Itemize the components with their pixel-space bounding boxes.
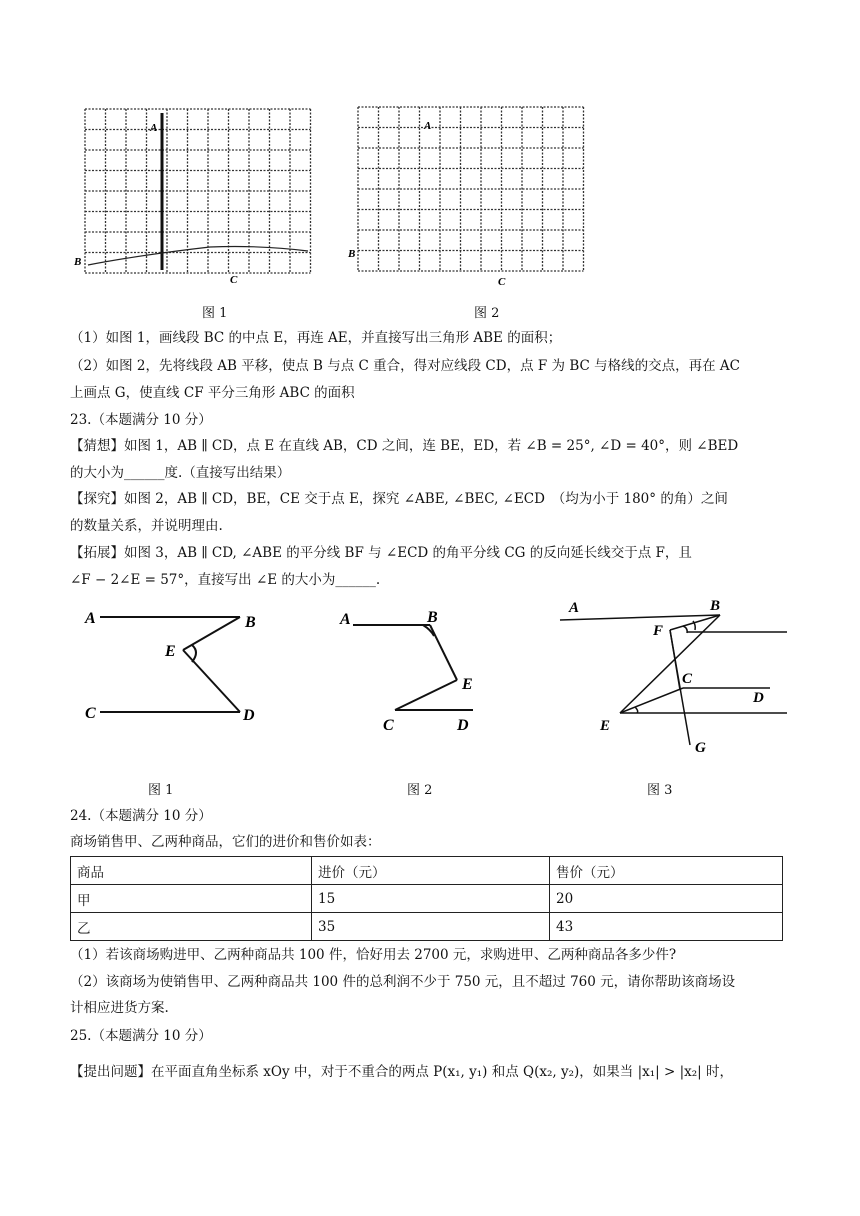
price-table	[70, 856, 783, 941]
q25-line: 【提出问题】在平面直角坐标系 xOy 中，对于不重合的两点 P(x₁, y₁) 和点 Q(x₂, y₂)，如果当 |x₁| > |x₂| 时，	[70, 1064, 733, 1080]
table-cell: 43	[550, 913, 783, 941]
geo1-caption: 图 1	[148, 783, 174, 798]
geo2-label-b: B	[427, 609, 438, 626]
q24-part1: （1）若该商场购进甲、乙两种商品共 100 件，恰好用去 2700 元，求购进甲、乙两种商品各多少件?	[70, 947, 677, 963]
geo3-label-b: B	[710, 598, 721, 614]
q22-part2-a: （2）如图 2，先将线段 AB 平移，使点 B 与点 C 重合，得对应线段 CD，点 F 为 BC 与格线的交点，再在 AC	[70, 358, 740, 374]
q23-extend-a: 【拓展】如图 3，AB ∥ CD, ∠ABE 的平分线 BF 与 ∠ECD 的角平分线 CG 的反向延长线交于点 F，且	[70, 545, 692, 561]
geo1-label-e: E	[165, 643, 176, 660]
geo2-label-c: C	[383, 717, 394, 734]
table-header-cell: 进价（元）	[312, 857, 550, 885]
geo3-label-a: A	[569, 600, 580, 616]
q24-part2-b: 计相应进货方案.	[70, 1000, 169, 1016]
q23-extend-b: ∠F − 2∠E = 57°，直接写出 ∠E 的大小为______.	[70, 572, 381, 588]
fig1-label-a: A	[150, 122, 158, 134]
fig1-caption: 图 1	[202, 306, 228, 321]
fig2-label-b: B	[348, 248, 356, 260]
grid-figure-1	[74, 105, 320, 300]
table-header-cell: 售价（元）	[550, 857, 783, 885]
fig2-label-c: C	[498, 276, 506, 288]
geo3-caption: 图 3	[647, 783, 673, 798]
fig1-label-b: B	[74, 256, 82, 268]
q23-guess-a: 【猜想】如图 1，AB ∥ CD，点 E 在直线 AB，CD 之间，连 BE，ED，若 ∠B = 25°, ∠D = 40°，则 ∠BED	[70, 438, 739, 454]
fig2-label-a: A	[424, 120, 432, 132]
geo2-label-a: A	[340, 611, 351, 628]
table-cell: 35	[312, 913, 550, 941]
q22-part2-b: 上画点 G，使直线 CF 平分三角形 ABC 的面积	[70, 385, 355, 401]
geometry-figure-1	[80, 600, 270, 740]
geo1-label-d: D	[243, 707, 255, 724]
geo1-label-a: A	[85, 610, 96, 627]
geo1-label-c: C	[85, 705, 96, 722]
geo1-label-b: B	[245, 614, 256, 631]
q23-guess-b: 的大小为______度.（直接写出结果）	[70, 465, 291, 481]
table-row	[71, 885, 783, 913]
q23-explore-b: 的数量关系，并说明理由.	[70, 518, 223, 534]
table-cell: 乙	[71, 913, 312, 941]
grid-figure-2	[348, 105, 592, 300]
geo2-label-d: D	[457, 717, 469, 734]
table-cell: 20	[550, 885, 783, 913]
fig1-label-c: C	[230, 274, 238, 286]
table-row	[71, 913, 783, 941]
geometry-figure-2	[335, 600, 495, 740]
geo2-label-e: E	[462, 676, 473, 693]
q22-part1: （1）如图 1，画线段 BC 的中点 E，再连 AE，并直接写出三角形 ABE 的面积；	[70, 330, 562, 346]
q24-part2-a: （2）该商场为使销售甲、乙两种商品共 100 件的总利润不少于 750 元，且不超过 760 元，请你帮助该商场设	[70, 974, 736, 990]
table-cell: 甲	[71, 885, 312, 913]
table-header-row	[71, 857, 783, 885]
q24-header: 24.（本题满分 10 分）	[70, 808, 212, 824]
geo3-label-g: G	[695, 740, 706, 756]
geo2-caption: 图 2	[407, 783, 433, 798]
geo3-label-f: F	[653, 623, 664, 639]
q24-intro: 商场销售甲、乙两种商品，它们的进价和售价如表：	[70, 834, 381, 850]
fig2-caption: 图 2	[474, 306, 500, 321]
q23-header: 23.（本题满分 10 分）	[70, 412, 212, 428]
geo3-label-e: E	[600, 718, 611, 734]
table-header-cell: 商品	[71, 857, 312, 885]
q23-explore-a: 【探究】如图 2，AB ∥ CD，BE，CE 交于点 E，探究 ∠ABE, ∠BEC, ∠ECD （均为小于 180° 的角）之间	[70, 491, 728, 507]
table-cell: 15	[312, 885, 550, 913]
q25-header: 25.（本题满分 10 分）	[70, 1028, 212, 1044]
geo3-label-d: D	[753, 690, 764, 706]
geo3-label-c: C	[682, 671, 693, 687]
geometry-figure-3	[555, 595, 800, 770]
